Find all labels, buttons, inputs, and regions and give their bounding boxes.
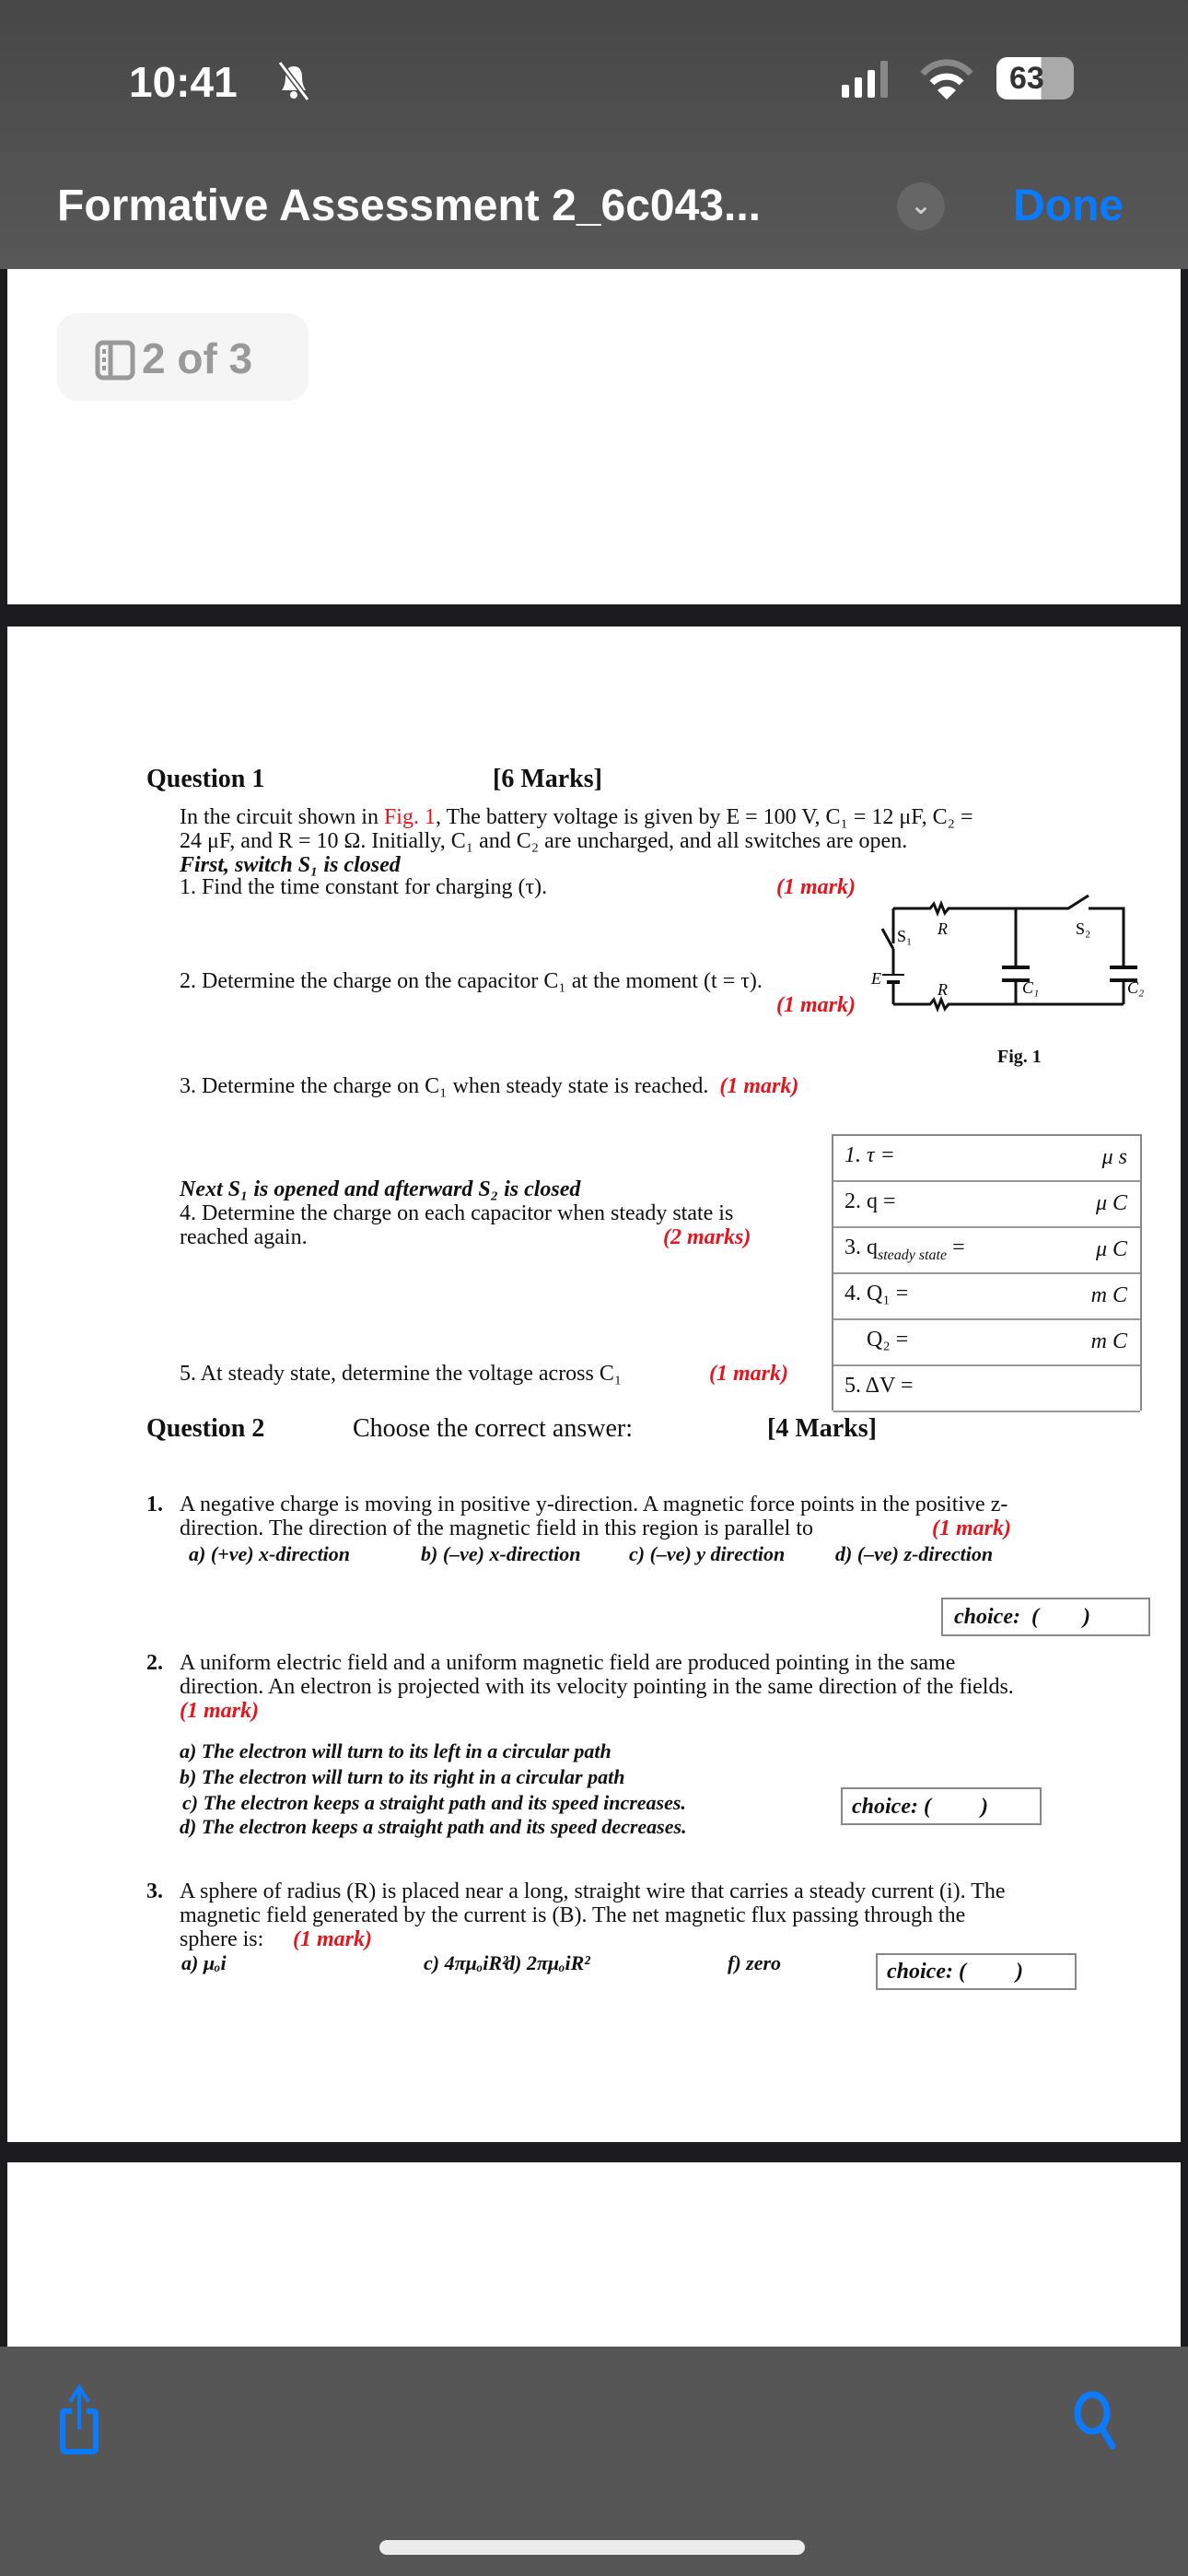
wifi-icon [919,57,974,101]
q2-item1-option-a[interactable]: a) (+ve) x-direction [189,1542,351,1565]
q2-item1-option-c[interactable]: c) (–ve) y direction [629,1542,786,1565]
q1-heading: Question 1 [146,765,265,793]
top-bar [0,0,1188,269]
q1-intro-line2: 24 μF, and R = 10 Ω. Initially, C₁ and C₂ are uncharged, and all switches are open. [180,829,908,853]
q2-item3-number: 3. [146,1879,163,1903]
q2-item2-option-d[interactable]: d) The electron keeps a straight path and its speed decreases. [180,1815,687,1838]
q2-marks: [4 Marks] [767,1414,877,1443]
q2-item2-mark: (1 mark) [180,1699,259,1723]
q2-item2-option-c[interactable]: c) The electron keeps a straight path and its speed increases. [182,1791,686,1814]
answer-table [832,1134,1142,1411]
q1-part2: 2. Determine the charge on the capacitor C₁ at the moment (t = τ). [180,969,763,993]
q1-part1: 1. Find the time constant for charging (τ). [180,875,548,899]
battery-icon [996,57,1074,100]
answer-label: 1. τ = [844,1143,895,1167]
answer-label: 5. ΔV = [844,1374,914,1398]
home-indicator[interactable] [379,2540,805,2555]
fig-reference-link[interactable]: Fig. 1 [383,805,436,829]
answer-label: 3. q [844,1235,878,1259]
intro-text: In the circuit shown in [180,805,384,829]
answer-unit: μ C [1095,1191,1127,1215]
done-button[interactable]: Done [1013,181,1124,230]
label-s2: S₂ [1076,919,1091,938]
q1-part5-mark: (1 mark) [709,1362,788,1386]
q2-item3-line1: A sphere of radius (R) is placed near a long, straight wire that carries a steady current (i). The [180,1879,1006,1903]
answer-subscript: steady state [878,1247,948,1263]
answer-unit: m C [1090,1329,1127,1353]
label-r-bottom: R [938,980,948,999]
answer-row-tau[interactable] [833,1136,1140,1182]
q2-heading: Question 2 [146,1414,265,1443]
answer-label: Q₂ = [844,1328,909,1352]
sidebar-icon [96,341,134,380]
q2-item1-option-d[interactable]: d) (–ve) z-direction [835,1542,994,1565]
document-content [0,626,1188,2142]
q1-part4-line1: 4. Determine the charge on each capacitor when steady state is [180,1201,734,1225]
answer-label-end: = [947,1235,965,1259]
q2-item1-line1: A negative charge is moving in positive y-direction. A magnetic force points in the positive z- [180,1493,1008,1516]
q2-item3-option-d[interactable]: d) 2πμₒiR² [505,1951,590,1974]
intro-text: , The battery voltage is given by E = 100 V, C₁ = 12 μF, C₂ = [435,805,973,829]
q1-part1-mark: (1 mark) [776,875,856,899]
q2-item3-option-f[interactable]: f) zero [728,1951,782,1974]
answer-unit: m C [1090,1283,1127,1307]
page-indicator[interactable] [57,313,309,401]
q1-first-step: First, switch S₁ is closed [180,853,401,877]
label-c1: C₁ [1022,978,1040,997]
q1-intro-line1 [180,805,973,829]
q2-item3-option-a[interactable]: a) μₒi [181,1951,227,1974]
title-menu-chevron-button[interactable] [897,182,945,230]
answer-row-q1[interactable] [833,1274,1140,1320]
q2-item1-number: 1. [146,1493,163,1516]
label-s1: S₁ [897,927,913,945]
q2-item1-option-b[interactable]: b) (–ve) x-direction [421,1542,581,1565]
figure-caption: Fig. 1 [997,1047,1042,1067]
q2-item2-choice-box[interactable]: choice: ( ) [841,1787,1042,1825]
q2-item3-line2: magnetic field generated by the current is (B). The net magnetic flux passing through the [180,1903,966,1927]
answer-unit: μ C [1095,1237,1127,1261]
q2-item1-choice-box[interactable]: choice: ( ) [941,1598,1150,1636]
search-icon[interactable] [1070,2389,1125,2450]
q1-part3-mark: (1 mark) [719,1074,799,1098]
q2-item2-option-a[interactable]: a) The electron will turn to its left in a circular path [180,1739,611,1762]
status-time: 10:41 [129,58,238,106]
q1-part3-text: 3. Determine the charge on C₁ when steady state is reached. [180,1074,709,1098]
answer-label: 4. Q₁ = [844,1282,909,1306]
q2-item2-line1: A uniform electric field and a uniform magnetic field are produced pointing in the same [180,1651,956,1675]
page-1 [7,269,1181,604]
label-e: E [871,969,881,988]
page-3 [7,2162,1181,2347]
answer-row-q[interactable] [833,1182,1140,1228]
battery-level: 63 [1009,61,1044,96]
q1-marks: [6 Marks] [493,765,602,793]
q2-item2-option-b[interactable]: b) The electron will turn to its right in a circular path [180,1765,625,1788]
q1-part4-mark: (2 marks) [663,1225,751,1249]
silent-bell-icon [273,59,315,101]
q1-part5: 5. At steady state, determine the voltage across C₁ [180,1362,623,1386]
document-title: Formative Assessment 2_6c043... [57,181,761,230]
share-icon[interactable] [59,2383,99,2457]
q2-item3-line3: sphere is: [180,1927,264,1951]
answer-unit: μ s [1101,1145,1127,1169]
label-r-top: R [938,919,948,938]
q2-item3-choice-box[interactable]: choice: ( ) [876,1953,1077,1990]
answer-row-q2[interactable] [833,1320,1140,1366]
q1-next-step: Next S₁ is opened and afterward S₂ is closed [180,1177,581,1201]
q2-instruction: Choose the correct answer: [353,1414,633,1443]
q2-item1-mark: (1 mark) [932,1516,1011,1540]
q2-item3-option-c[interactable]: c) 4πμₒiR² [424,1951,508,1974]
answer-row-delta-v[interactable] [833,1366,1140,1412]
answer-label: 2. q = [844,1189,896,1213]
label-c2: C₂ [1127,978,1145,997]
circuit-diagram [871,894,1145,1032]
q2-item2-line2: direction. An electron is projected with its velocity pointing in the same direction of the fields. [180,1675,1014,1699]
bottom-toolbar [0,2347,1188,2576]
answer-row-q-steady[interactable] [833,1228,1140,1274]
q1-part4-line2: reached again. [180,1225,308,1249]
page-indicator-label: 2 of 3 [142,334,253,382]
chevron-down-icon: ⌄ [910,190,932,220]
signal-icon [840,59,901,100]
page-2 [7,626,1181,2142]
q2-item3-mark: (1 mark) [293,1927,372,1951]
q2-item2-number: 2. [146,1651,163,1675]
q1-part2-mark: (1 mark) [776,993,856,1017]
q1-part3 [180,1074,798,1098]
q2-item1-line2: direction. The direction of the magnetic field in this region is parallel to [180,1516,814,1540]
